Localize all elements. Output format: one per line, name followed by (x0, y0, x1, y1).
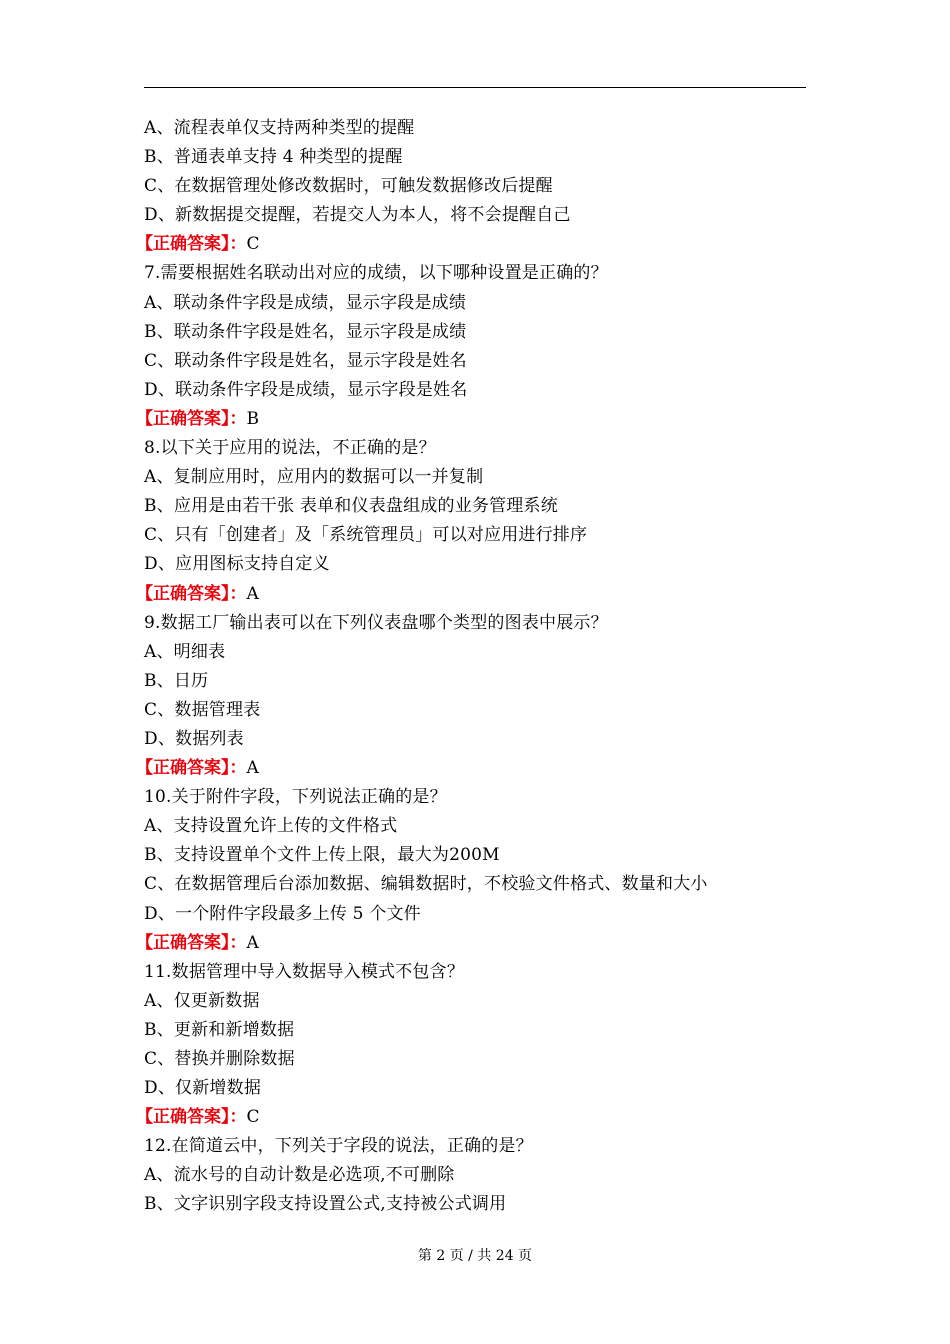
answer-line (136, 405, 824, 434)
text-line: D、数据列表 (144, 728, 244, 749)
text-line: A、复制应用时，应用内的数据可以一并复制 (144, 467, 484, 488)
text-line: C、在数据管理处修改数据时，可触发数据修改后提醒 (144, 176, 553, 197)
answer-line (136, 1103, 824, 1132)
text-line: C、只有「创建者」及「系统管理员」可以对应用进行排序 (144, 525, 588, 546)
text-line: A、联动条件字段是成绩，显示字段是成绩 (144, 292, 467, 313)
text-line: 9.数据工厂输出表可以在下列仪表盘哪个类型的图表中展示？ (144, 612, 608, 633)
answer-label: 【正确答案】： (136, 932, 247, 953)
answer-label: 【正确答案】： (136, 583, 247, 604)
text-line: D、新数据提交提醒，若提交人为本人，将不会提醒自己 (144, 205, 571, 226)
text-line: 10.关于附件字段，下列说法正确的是？ (144, 787, 447, 808)
text-line: D、应用图标支持自定义 (144, 554, 330, 575)
answer-label: 【正确答案】： (136, 408, 247, 429)
answer-line (136, 230, 824, 259)
answer-value: A (246, 583, 259, 604)
text-line: 7.需要根据姓名联动出对应的成绩，以下哪种设置是正确的？ (144, 263, 608, 284)
text-line: B、日历 (144, 670, 209, 691)
text-line: C、替换并删除数据 (144, 1049, 295, 1069)
text-line: 12.在简道云中，下列关于字段的说法，正确的是？ (144, 1136, 533, 1157)
text-line: C、联动条件字段是姓名，显示字段是姓名 (144, 350, 467, 371)
page-footer: 第 2 页 / 共 24 页 (417, 1248, 533, 1264)
text-line: A、流程表单仅支持两种类型的提醒 (144, 118, 415, 138)
answer-value: B (246, 408, 260, 429)
text-line: C、在数据管理后台添加数据、编辑数据时，不校验文件格式、数量和大小 (144, 874, 708, 895)
text-line: B、联动条件字段是姓名，显示字段是成绩 (144, 321, 467, 342)
answer-line (136, 580, 824, 609)
text-line: B、普通表单支持 4 种类型的提醒 (144, 147, 403, 168)
text-line: A、支持设置允许上传的文件格式 (144, 816, 398, 837)
text-line: D、仅新增数据 (144, 1078, 262, 1099)
answer-value: C (246, 234, 260, 255)
answer-label: 【正确答案】： (136, 758, 247, 779)
answer-label: 【正确答案】： (136, 1107, 247, 1128)
answer-line (136, 754, 824, 783)
document-body (136, 114, 824, 1220)
text-line: D、一个附件字段最多上传 5 个文件 (144, 903, 421, 924)
header-rule (144, 87, 806, 88)
text-line: 8.以下关于应用的说法，不正确的是？ (144, 438, 436, 459)
text-line: A、明细表 (144, 641, 226, 662)
answer-label: 【正确答案】： (136, 234, 247, 255)
answer-line (136, 929, 824, 958)
text-line: B、应用是由若干张 表单和仪表盘组成的业务管理系统 (144, 496, 558, 517)
text-line: D、联动条件字段是成绩，显示字段是姓名 (144, 379, 468, 400)
answer-value: C (246, 1107, 260, 1128)
text-line: B、文字识别字段支持设置公式,支持被公式调用 (144, 1194, 507, 1215)
text-line: A、仅更新数据 (144, 990, 260, 1011)
text-line: B、支持设置单个文件上传上限，最大为200M (144, 845, 500, 866)
answer-value: A (246, 758, 259, 779)
text-line: 11.数据管理中导入数据导入模式不包含？ (144, 961, 465, 982)
text-line: A、流水号的自动计数是必选项,不可删除 (144, 1165, 455, 1186)
answer-value: A (246, 932, 259, 953)
text-line: B、更新和新增数据 (144, 1019, 295, 1040)
text-line: C、数据管理表 (144, 699, 261, 720)
